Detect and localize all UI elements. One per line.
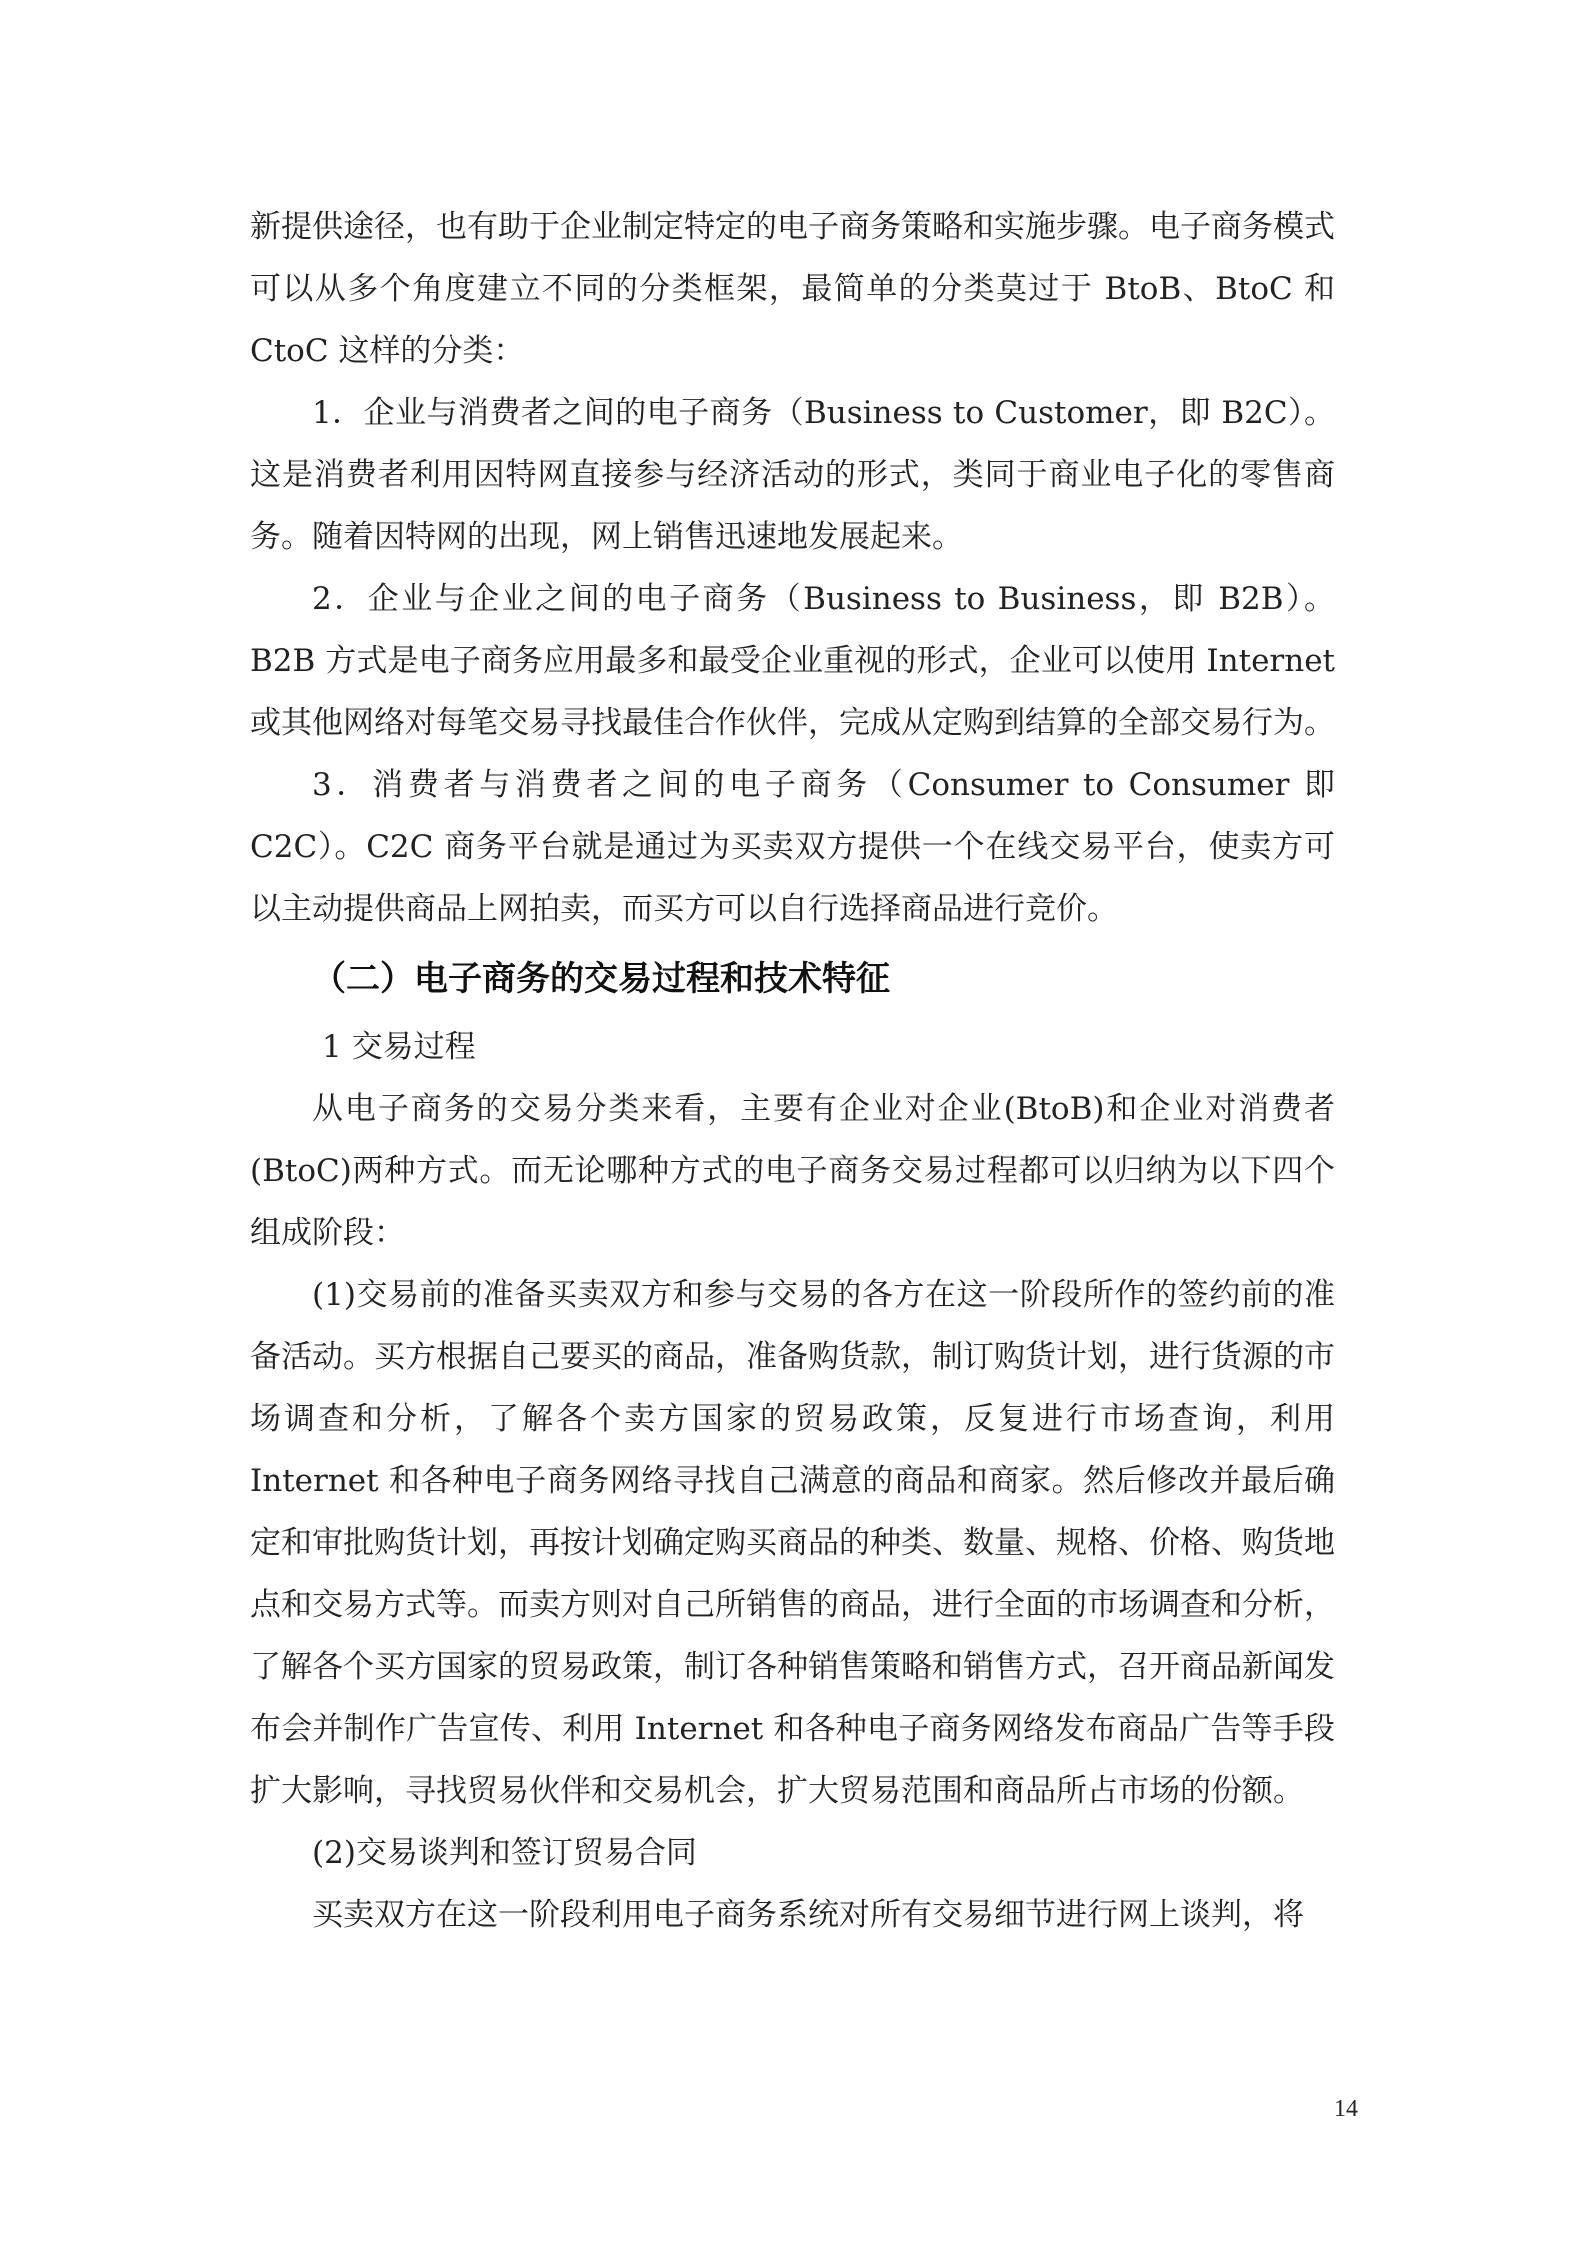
paragraph-negotiation: 买卖双方在这一阶段利用电子商务系统对所有交易细节进行网上谈判，将 xyxy=(312,1897,1304,1933)
section-heading: （二）电子商务的交易过程和技术特征 xyxy=(312,959,890,999)
page-number: 14 xyxy=(1334,2096,1358,2122)
paragraph-pre-transaction: (1)交易前的准备买卖双方和参与交易的各方在这一阶段所作的签约前的准备活动。买方根据自己要买的商品，准备购货款，制订购货计划，进行货源的市场调查和分析，了解各个卖方国家的贸易政策，反复进行市场查询，利用 Internet 和各种电子商务网络寻找自己满意的商品和商家。然后修改并最后确定和审批购货计划，再按计划确定购买商品的种类、数量、规格、价格、购货地点和交易方式等。而卖方则对自己所销售的商品，进行全面的市场调查和分析，了解各个买方国家的贸易政策，制订各种销售策略和销售方式，召开商品新闻发布会并制作广告宣传、利用 Internet 和各种电子商务网络发布商品广告等手段扩大影响，寻找贸易伙伴和交易机会，扩大贸易范围和商品所占市场的份额。 xyxy=(250,1277,1335,1809)
paragraph-c2c: 3．消费者与消费者之间的电子商务（Consumer to Consumer 即 C2C）。C2C 商务平台就是通过为买卖双方提供一个在线交易平台，使卖方可以主动提供商品上网拍卖，而买方可以自行选择商品进行竞价。 xyxy=(250,767,1335,927)
paragraph-continuation: 新提供途径，也有助于企业制定特定的电子商务策略和实施步骤。电子商务模式可以从多个角度建立不同的分类框架，最简单的分类莫过于 BtoB、BtoC 和 CtoC 这样的分类： xyxy=(250,209,1335,369)
document-body xyxy=(250,196,1335,1946)
paragraph-transaction-types: 从电子商务的交易分类来看，主要有企业对企业(BtoB)和企业对消费者(BtoC)两种方式。而无论哪种方式的电子商务交易过程都可以归纳为以下四个组成阶段： xyxy=(250,1091,1335,1251)
subheading: 1 交易过程 xyxy=(322,1029,476,1065)
paragraph-b2b: 2．企业与企业之间的电子商务（Business to Business，即 B2B）。B2B 方式是电子商务应用最多和最受企业重视的形式，企业可以使用 Internet 或其他网络对每笔交易寻找最佳合作伙伴，完成从定购到结算的全部交易行为。 xyxy=(250,581,1335,741)
paragraph-negotiation-heading: (2)交易谈判和签订贸易合同 xyxy=(312,1835,697,1871)
paragraph-b2c: 1．企业与消费者之间的电子商务（Business to Customer，即 B2C）。这是消费者利用因特网直接参与经济活动的形式，类同于商业电子化的零售商务。随着因特网的出现，网上销售迅速地发展起来。 xyxy=(250,395,1335,555)
